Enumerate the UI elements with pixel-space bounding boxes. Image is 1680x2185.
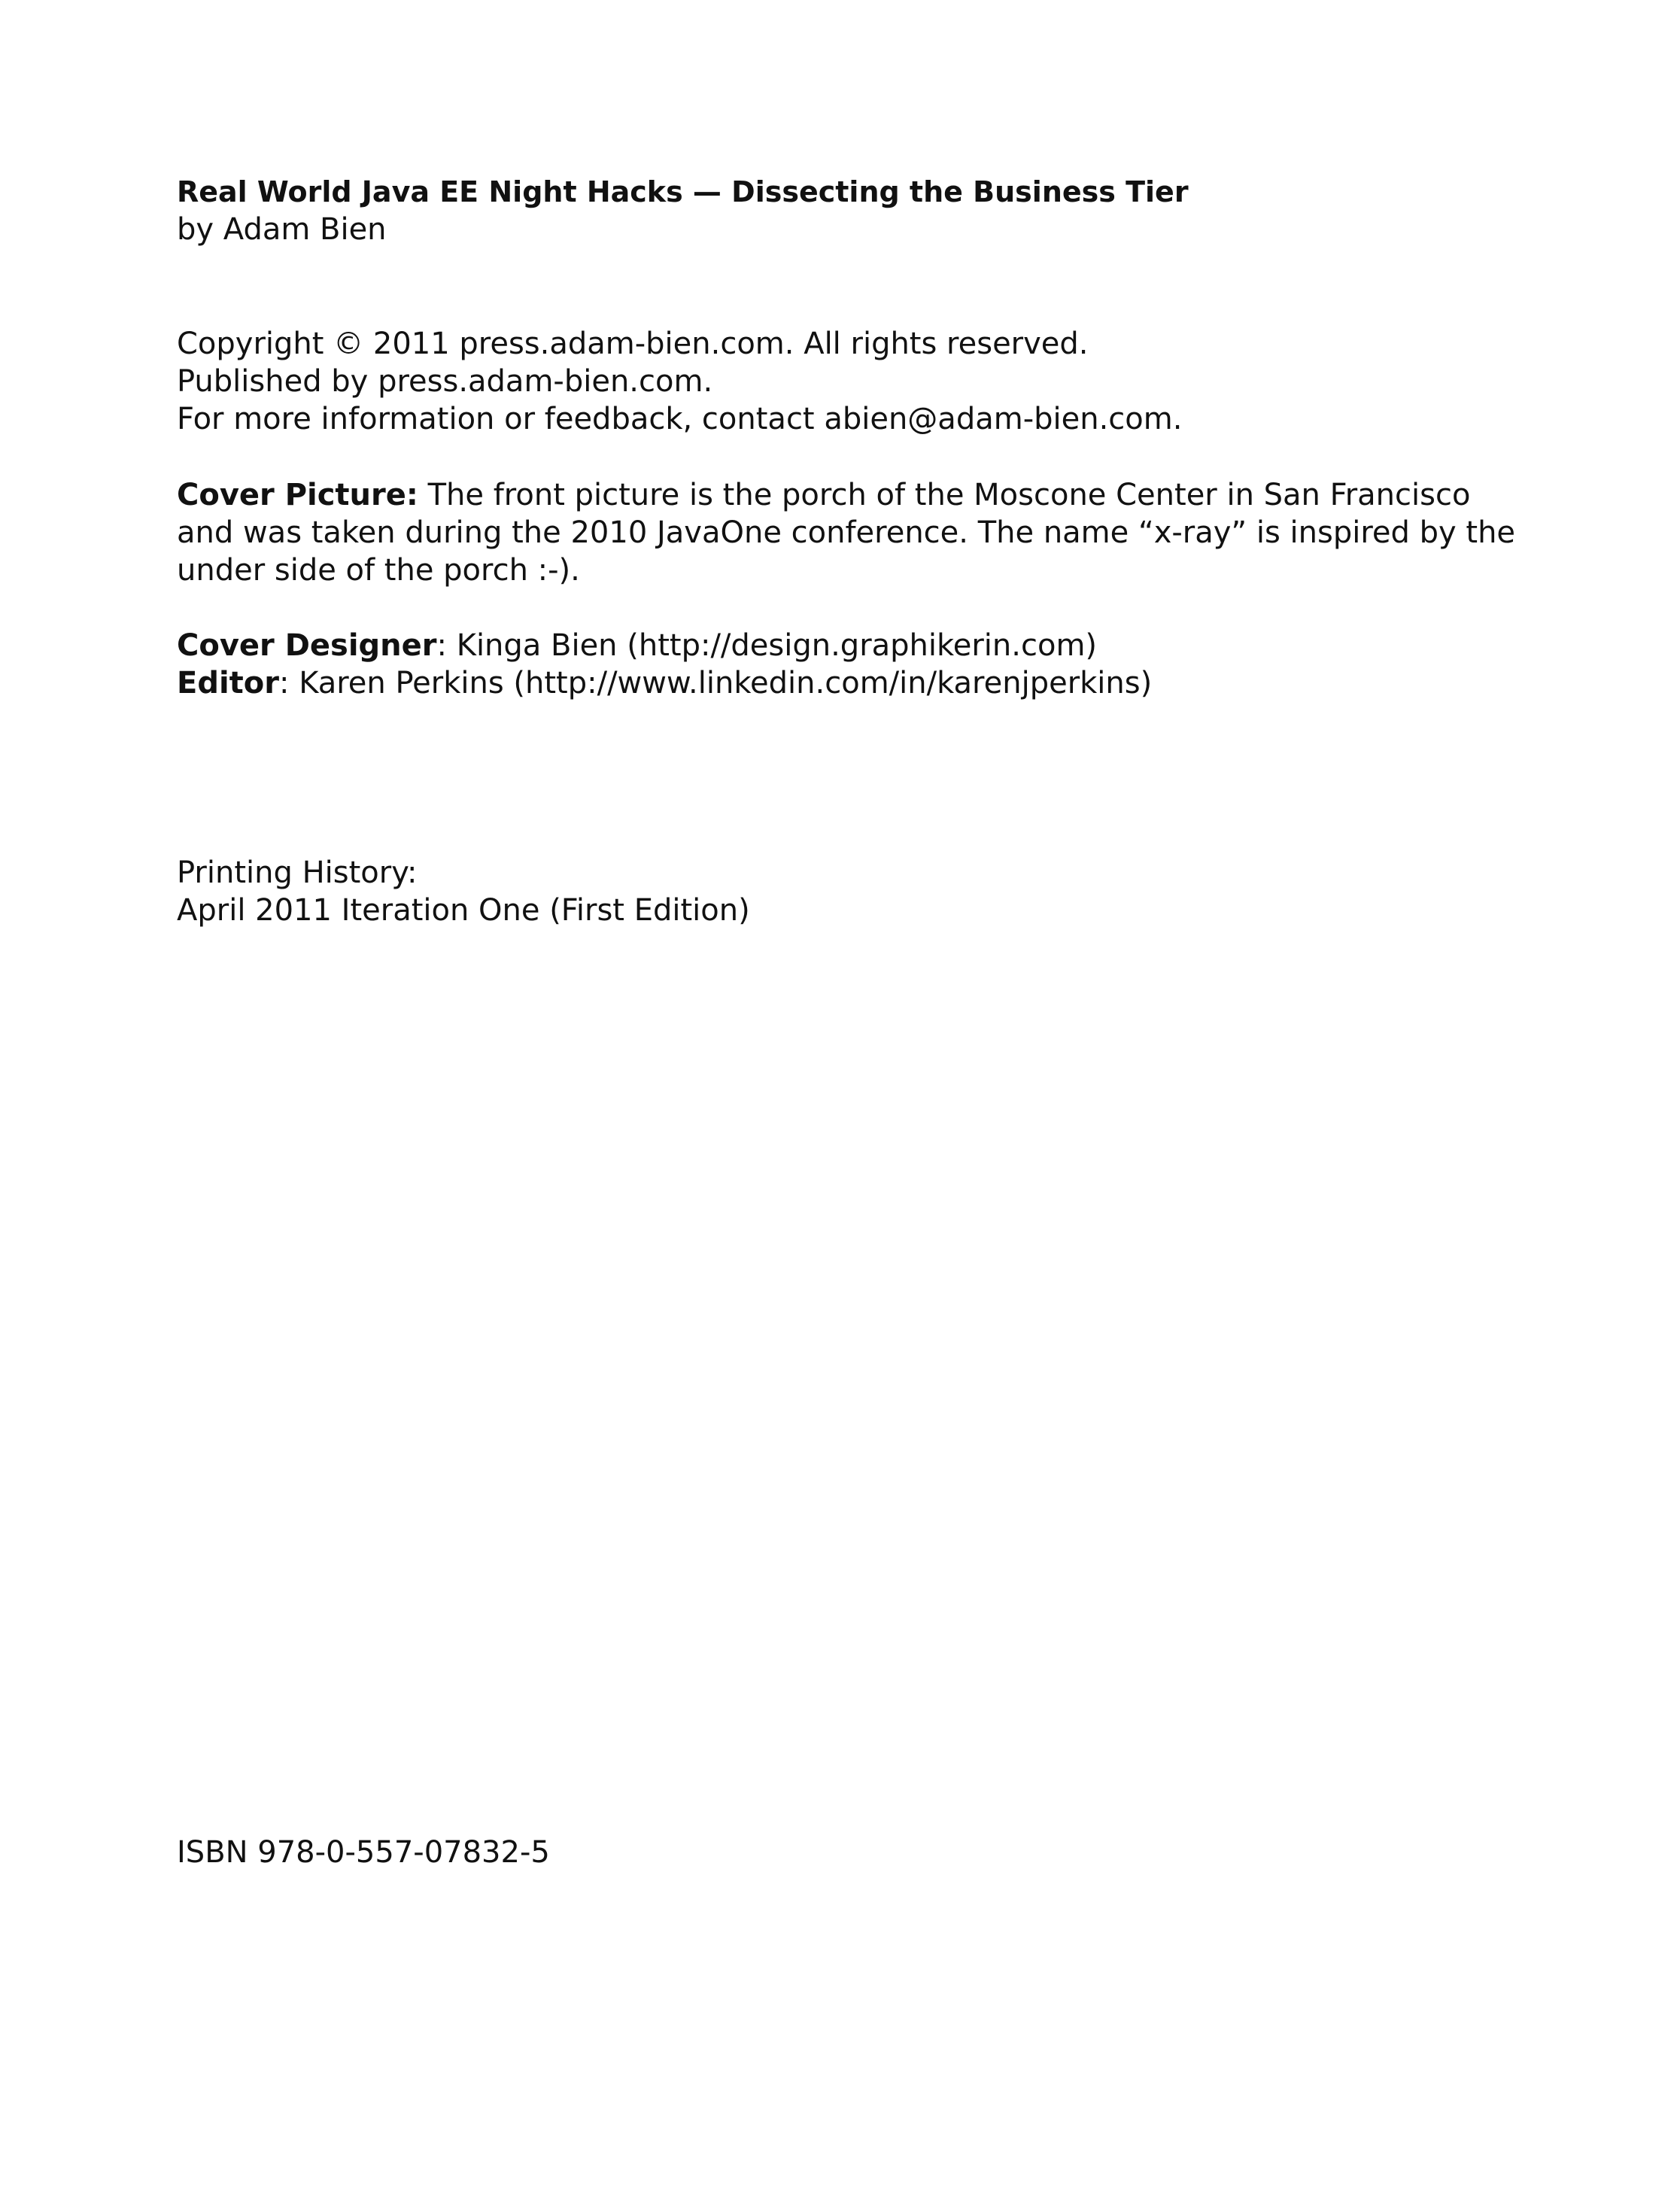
cover-picture-text: The front picture is the porch of the Moscone Center in San Francisco and was taken during the 2010 JavaOne conference. The name “x-ray” is inspired by the under side of the porch :-).: [177, 478, 1516, 588]
printing-history-entry: April 2011 Iteration One (First Edition): [177, 893, 750, 928]
editor-label: Editor: [177, 666, 279, 700]
editor-value: : Karen Perkins (http://www.linkedin.com/in/karenjperkins): [279, 666, 1153, 700]
title-block: [177, 173, 1189, 248]
contact-line: For more information or feedback, contact abien@adam-bien.com.: [177, 402, 1183, 436]
cover-designer-line: [177, 627, 1152, 664]
copyright-notice: Copyright © 2011 press.adam-bien.com. All rights reserved.: [177, 327, 1089, 361]
book-title: Real World Java EE Night Hacks — Dissecting the Business Tier: [177, 175, 1189, 208]
isbn-block: [177, 1834, 550, 1871]
isbn: ISBN 978-0-557-07832-5: [177, 1835, 550, 1870]
publisher-line: Published by press.adam-bien.com.: [177, 364, 713, 399]
copyright-block: [177, 325, 1182, 438]
printing-history-heading: Printing History:: [177, 855, 418, 890]
printing-history-block: [177, 854, 750, 929]
cover-designer-label: Cover Designer: [177, 628, 437, 663]
credits-block: [177, 627, 1152, 702]
cover-designer-value: : Kinga Bien (http://design.graphikerin.com): [436, 628, 1098, 663]
book-author: by Adam Bien: [177, 212, 387, 247]
editor-line: [177, 664, 1152, 702]
cover-picture-label: Cover Picture:: [177, 478, 418, 512]
cover-picture-paragraph: [177, 476, 1516, 589]
